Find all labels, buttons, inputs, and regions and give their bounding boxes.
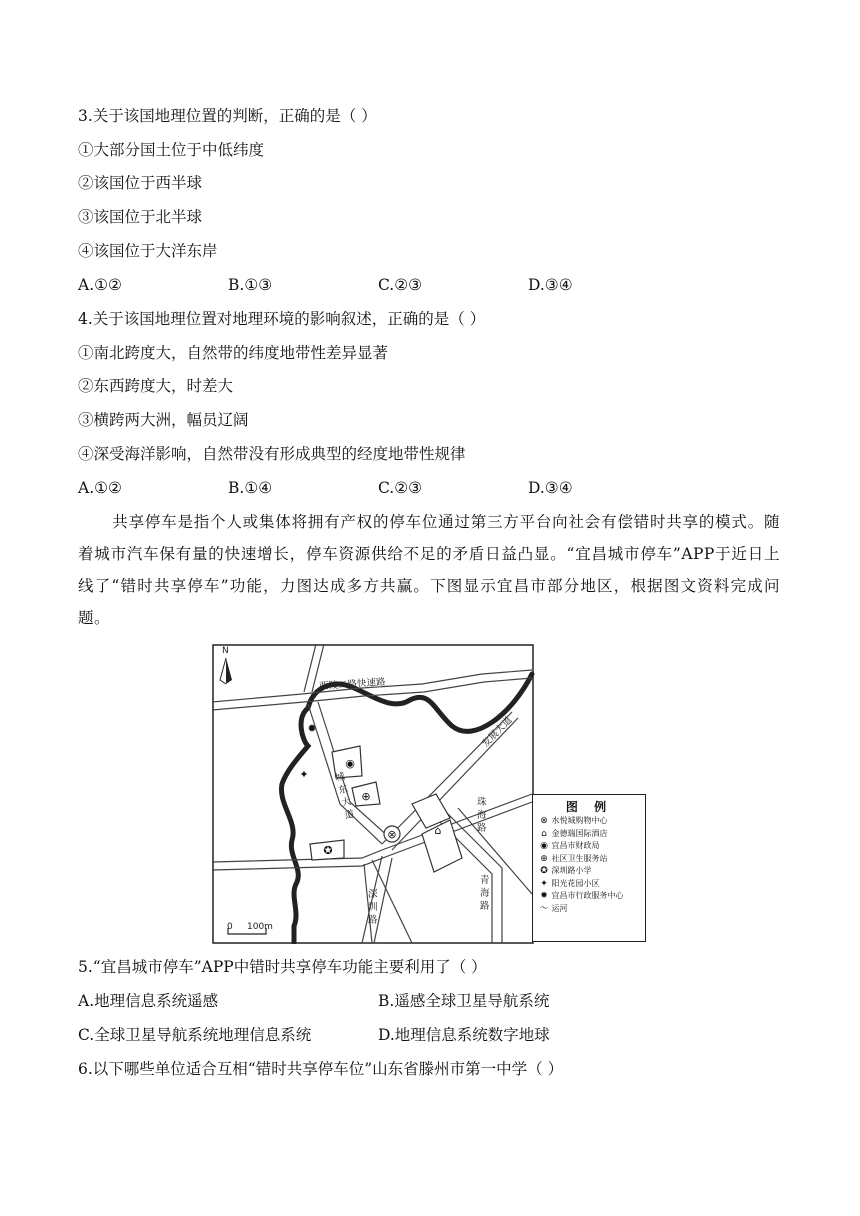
legend-title: 图 例 (565, 800, 613, 814)
legend-item (533, 815, 645, 828)
q6-stem: 6.以下哪些单位适合互相“错时共享停车位”山东省滕州市第一中学（ ） (78, 1060, 564, 1078)
road-xiling: 西陵二路快速路 (318, 676, 386, 693)
legend-item (533, 903, 645, 916)
q3-item-2: ②该国位于西半球 (78, 174, 203, 192)
q5-option-a: A.地理信息系统遥感 (78, 992, 219, 1010)
q5-stem: 5.“宜昌城市停车”APP中错时共享停车功能主要利用了（ ） (78, 958, 487, 976)
admin-center-icon: ✹ (540, 891, 548, 901)
q4-item-3: ③横跨两大洲，幅员辽阔 (78, 411, 249, 429)
legend-label: 金德瑞国际酒店 (551, 828, 608, 838)
road-zhuhai: 珠海路 (477, 797, 487, 834)
q4-option-d: D.③④ (528, 479, 573, 497)
legend-label: 宜昌市财政局 (551, 841, 600, 850)
legend-item (533, 840, 645, 853)
legend-item (533, 865, 645, 878)
shopping-center-icon: ⊗ (540, 816, 548, 826)
scale-zero: 0 (227, 922, 233, 932)
shenzhen-school-icon: ✪ (323, 844, 333, 857)
q3-stem: 3.关于该国地理位置的判断，正确的是（ ） (78, 107, 377, 125)
shenzhen-school-icon: ✪ (540, 866, 548, 876)
legend-label: 宜昌市行政服务中心 (551, 891, 624, 900)
q5-option-c: C.全球卫星导航系统地理信息系统 (78, 1026, 312, 1044)
north-label: N (222, 646, 229, 656)
q3-option-b: B.①③ (228, 276, 273, 294)
finance-bureau-icon: ◉ (540, 841, 548, 851)
legend-item (533, 878, 645, 891)
scale-label: 100m (247, 922, 273, 932)
road-qinghai: 青海路 (480, 875, 490, 912)
passage-text: 共享停车是指个人或集体将拥有产权的停车位通过第三方平台向社会有偿错时共享的模式。随着城市汽车保有量的快速增长，停车资源供给不足的矛盾日益凸显。“宜昌城市停车”APP于近日上线了“错时共享停车”功能，力图达成多方共赢。下图显示宜昌市部分地区，根据图文资料完成问题。 (78, 513, 780, 627)
hotel-icon: ⌂ (541, 828, 547, 839)
road-fazhan: 发展大道 (480, 714, 515, 750)
q4-option-a: A.①② (78, 479, 122, 497)
q3-item-3: ③该国位于北半球 (78, 208, 203, 226)
legend-label: 阳光花园小区 (551, 878, 600, 888)
road-chengdong: 城东大道 (334, 770, 356, 822)
shopping-center-icon: ⊗ (387, 828, 397, 841)
sunshine-garden-icon: ✦ (540, 878, 548, 889)
hotel-icon: ⌂ (434, 824, 442, 837)
q4-stem: 4.关于该国地理位置对地理环境的影响叙述，正确的是（ ） (78, 310, 486, 328)
legend-label: 社区卫生服务站 (551, 853, 608, 863)
legend-label: 水悦城购物中心 (551, 816, 608, 825)
legend-item (533, 828, 645, 841)
health-station-icon: ⊕ (361, 790, 371, 803)
q4-item-2: ②东西跨度大，时差大 (78, 377, 234, 395)
legend-label: 深圳路小学 (551, 866, 592, 875)
passage (78, 506, 780, 634)
q3-item-4: ④该国位于大洋东岸 (78, 242, 218, 260)
finance-bureau-icon: ◉ (345, 757, 355, 770)
canal-icon: 〜 (539, 903, 549, 914)
q3-option-a: A.①② (78, 276, 122, 294)
q4-item-4: ④深受海洋影响，自然带没有形成典型的经度地带性规律 (78, 445, 466, 463)
q5-option-b: B.遥感全球卫星导航系统 (378, 992, 550, 1010)
map-legend (532, 794, 646, 942)
q3-item-1: ①大部分国土位于中低纬度 (78, 141, 265, 159)
legend-item (533, 890, 645, 903)
q3-option-d: D.③④ (528, 276, 573, 294)
q4-item-1: ①南北跨度大，自然带的纬度地带性差异显著 (78, 344, 389, 362)
sunshine-garden-icon: ✦ (299, 768, 309, 781)
q3-option-c: C.②③ (378, 276, 423, 294)
legend-item (533, 853, 645, 866)
health-station-icon: ⊕ (540, 853, 548, 864)
legend-label: 运河 (551, 903, 568, 913)
admin-center-icon: ✹ (307, 722, 317, 735)
q4-option-b: B.①④ (228, 479, 273, 497)
q5-option-d: D.地理信息系统数字地球 (378, 1026, 550, 1044)
q4-option-c: C.②③ (378, 479, 423, 497)
road-shenzhen: 深圳路 (368, 889, 378, 926)
